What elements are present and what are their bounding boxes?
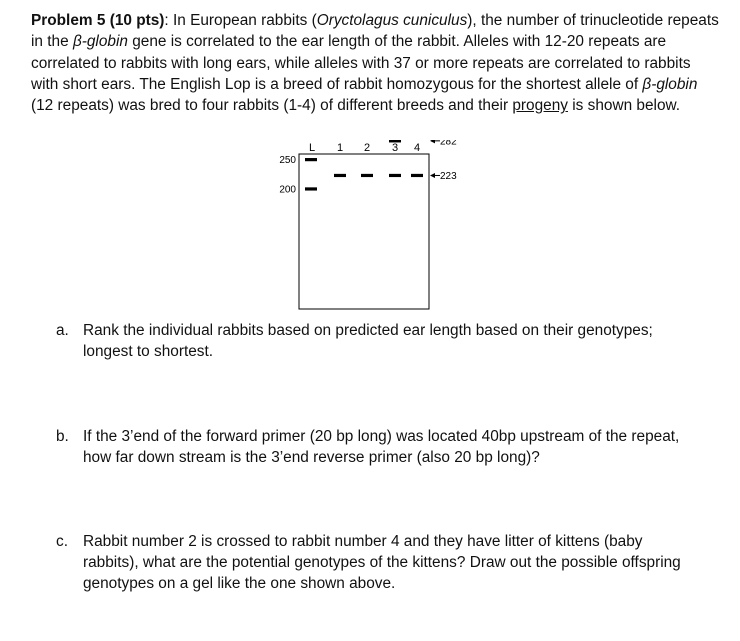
band-size-label: 282 <box>440 140 457 148</box>
lane-label: 3 <box>391 142 399 154</box>
ladder-band <box>305 158 317 161</box>
sample-band <box>411 174 423 177</box>
arrow-head-icon <box>430 173 435 178</box>
arrow-head-icon <box>430 140 435 143</box>
sample-band <box>334 174 346 177</box>
lane-label: 2 <box>363 142 371 154</box>
ladder-labels <box>279 140 296 195</box>
sample-bands <box>334 140 423 177</box>
question-text: If the 3’end of the forward primer (20 bp long) was located 40bp upstream of the repeat, how far down stream is the 3’end reverse primer (also 20 bp long)? <box>83 428 680 466</box>
lane-labels <box>309 142 420 154</box>
gel-figure <box>268 140 488 312</box>
intro-text-1: : In European rabbits ( <box>164 12 317 29</box>
problem-statement <box>31 10 721 116</box>
intro-text-5: is shown below. <box>567 97 681 115</box>
question-text: Rabbit number 2 is crossed to rabbit number 4 and they have litter of kittens (baby rabbits), what are the potential genotypes of the kittens? Draw out the possible offspring genotypes on a gel like the one shown above. <box>83 533 681 592</box>
ladder-size-label: 200 <box>279 184 296 196</box>
problem-heading: Problem 5 (10 pts) <box>31 12 165 29</box>
intro-text-3: gene is correlated to the ear length of the rabbit. Alleles with 12-20 repeats are correlated to rabbits with long ears, while alleles with 37 or more repeats are correlated to rabbits with short ears. The English Lop is a breed of rabbit homozygous for the shortest allele of <box>31 33 691 93</box>
lane-label: 1 <box>336 142 344 154</box>
gel-frame <box>299 154 429 309</box>
gene-name: β-globin <box>72 33 128 51</box>
ladder-band <box>305 187 317 190</box>
question-text: Rank the individual rabbits based on predicted ear length based on their genotypes; longest to shortest. <box>83 322 653 360</box>
ladder-size-label: 250 <box>279 155 296 167</box>
band-size-arrows <box>430 140 457 182</box>
band-size-label: 223 <box>440 170 457 182</box>
intro-text-2: ), the number of trinucleotide repeats in the <box>31 12 719 51</box>
question-letter: c. <box>56 533 68 550</box>
gene-name-2: β-globin <box>642 75 698 93</box>
lane-label: 4 <box>413 142 421 154</box>
progeny-link-text: progeny <box>512 97 568 115</box>
question-letter: a. <box>56 322 69 339</box>
species-name: Oryctolagus cuniculus <box>316 12 468 29</box>
sample-band <box>389 140 401 142</box>
lane-label: L <box>308 142 316 154</box>
sample-band <box>361 174 373 177</box>
intro-text-4: (12 repeats) was bred to four rabbits (1-4) of different breeds and their <box>31 97 513 115</box>
sample-band <box>389 174 401 177</box>
question-letter: b. <box>56 428 69 445</box>
